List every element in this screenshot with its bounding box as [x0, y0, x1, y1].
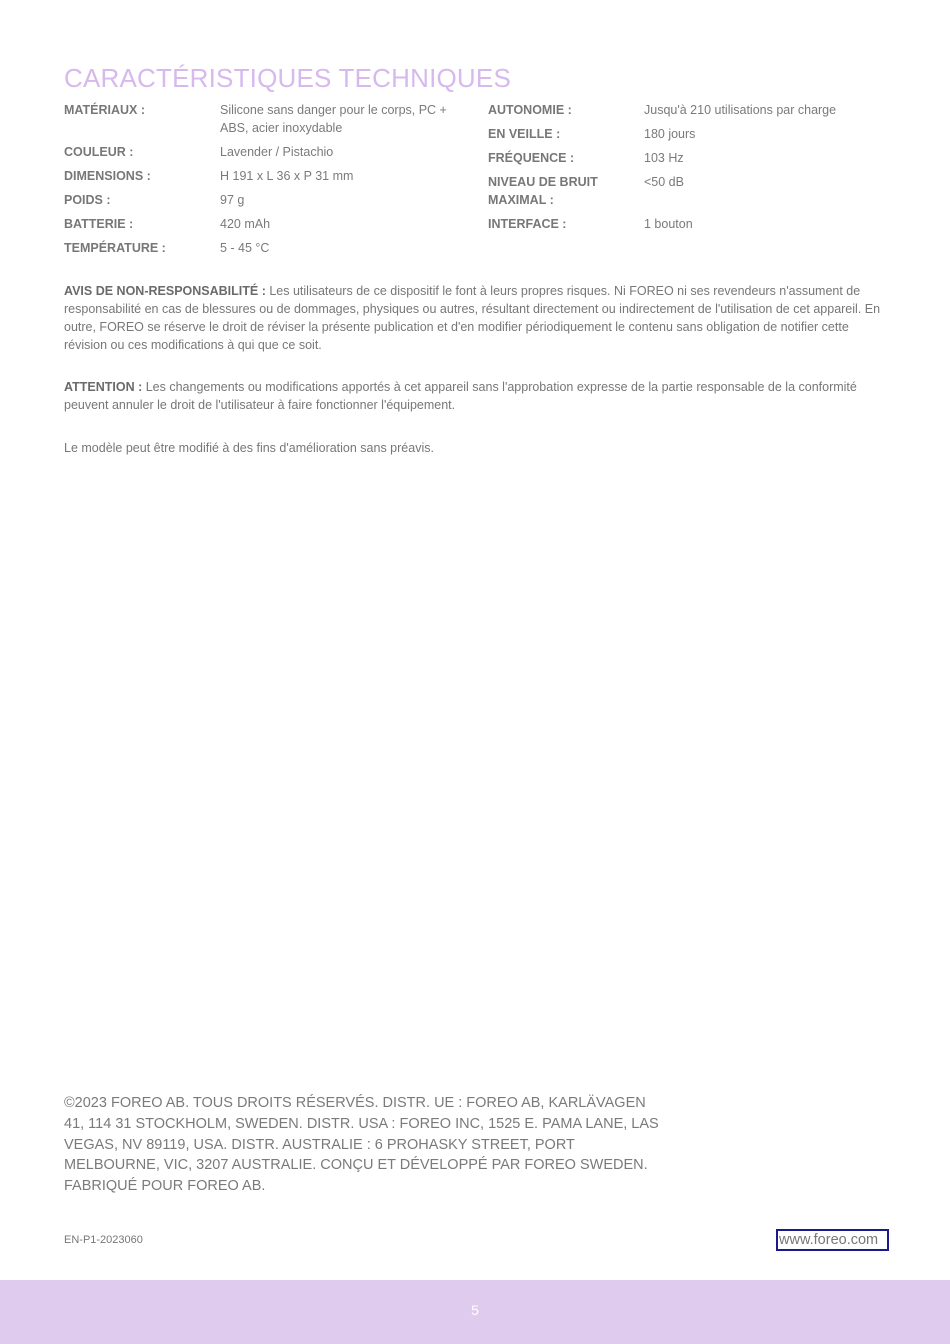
disclaimer-text: Les utilisateurs de ce dispositif le font à leurs propres risques. Ni FOREO ni ses revendeurs n'assument de responsabilité en cas de blessures ou de dommages, physiques ou autres, résultant directement ou indirectement de l'utilisation de cet appareil. En outre, FOREO se réserve le droit de réviser la présente publication et d'en modifier périodiquement le contenu sans obligation de notifier cette révision ou ces modifications à qui que ce soit.: [64, 284, 881, 352]
spec-row-battery: [64, 215, 464, 233]
spec-value: 420 mAh: [220, 217, 271, 231]
spec-value: 5 - 45 °C: [220, 241, 270, 255]
spec-label: AUTONOMIE :: [488, 103, 572, 117]
attention-label: ATTENTION :: [64, 380, 143, 394]
spec-row-dimensions: [64, 167, 464, 185]
spec-label: DIMENSIONS :: [64, 169, 151, 183]
spec-row-autonomy: [488, 101, 888, 119]
spec-row-noise: [488, 173, 888, 209]
attention-text: Les changements ou modifications apportés à cet appareil sans l'approbation expresse de la partie responsable de la conformité peuvent annuler le droit de l'utilisateur à faire fonctionner l'équipement.: [64, 380, 857, 412]
specs-right-column: [488, 101, 888, 239]
spec-value: 180 jours: [644, 127, 696, 141]
spec-value: Silicone sans danger pour le corps, PC + ABS, acier inoxydable: [220, 103, 447, 135]
spec-value: Lavender / Pistachio: [220, 145, 334, 159]
document-code: EN-P1-2023060: [64, 1234, 143, 1246]
spec-value: H 191 x L 36 x P 31 mm: [220, 169, 354, 183]
model-note: Le modèle peut être modifié à des fins d'amélioration sans préavis.: [64, 441, 434, 455]
spec-value: 1 bouton: [644, 217, 693, 231]
spec-label: FRÉQUENCE :: [488, 151, 575, 165]
spec-label: TEMPÉRATURE :: [64, 241, 166, 255]
spec-label: COULEUR :: [64, 145, 134, 159]
spec-row-temperature: [64, 239, 464, 257]
specs-left-column: [64, 101, 464, 263]
copyright-notice: ©2023 FOREO AB. TOUS DROITS RÉSERVÉS. DISTR. UE : FOREO AB, KARLÄVAGEN 41, 114 31 STOCKHOLM, SWEDEN. DISTR. USA : FOREO INC, 1525 E. PAMA LANE, LAS VEGAS, NV 89119, USA. DISTR. AUSTRALIE : 6 PROHASKY STREET, PORT MELBOURNE, VIC, 3207 AUSTRALIE. CONÇU ET DÉVELOPPÉ PAR FOREO SWEDEN. FABRIQUÉ POUR FOREO AB.: [64, 1095, 659, 1195]
spec-value: Jusqu'à 210 utilisations par charge: [644, 103, 837, 117]
spec-row-interface: [488, 215, 888, 233]
spec-value: 97 g: [220, 193, 245, 207]
spec-value: <50 dB: [644, 175, 684, 189]
spec-label: MATÉRIAUX :: [64, 103, 146, 117]
spec-label: POIDS :: [64, 193, 111, 207]
disclaimer-label: AVIS DE NON-RESPONSABILITÉ :: [64, 284, 266, 298]
page-number: 5: [471, 1302, 479, 1318]
spec-row-frequency: [488, 149, 888, 167]
spec-label: NIVEAU DE BRUIT MAXIMAL :: [488, 175, 598, 207]
disclaimer-paragraph: [64, 282, 890, 354]
spec-label: EN VEILLE :: [488, 127, 561, 141]
spec-row-standby: [488, 125, 888, 143]
attention-paragraph: [64, 378, 890, 414]
spec-row-materials: [64, 101, 464, 137]
website-link[interactable]: www.foreo.com: [776, 1229, 889, 1251]
spec-value: 103 Hz: [644, 151, 684, 165]
spec-row-color: [64, 143, 464, 161]
footer-bar: [0, 1280, 950, 1344]
spec-label: BATTERIE :: [64, 217, 134, 231]
spec-label: INTERFACE :: [488, 217, 567, 231]
spec-row-weight: [64, 191, 464, 209]
page-title: CARACTÉRISTIQUES TECHNIQUES: [64, 63, 511, 94]
